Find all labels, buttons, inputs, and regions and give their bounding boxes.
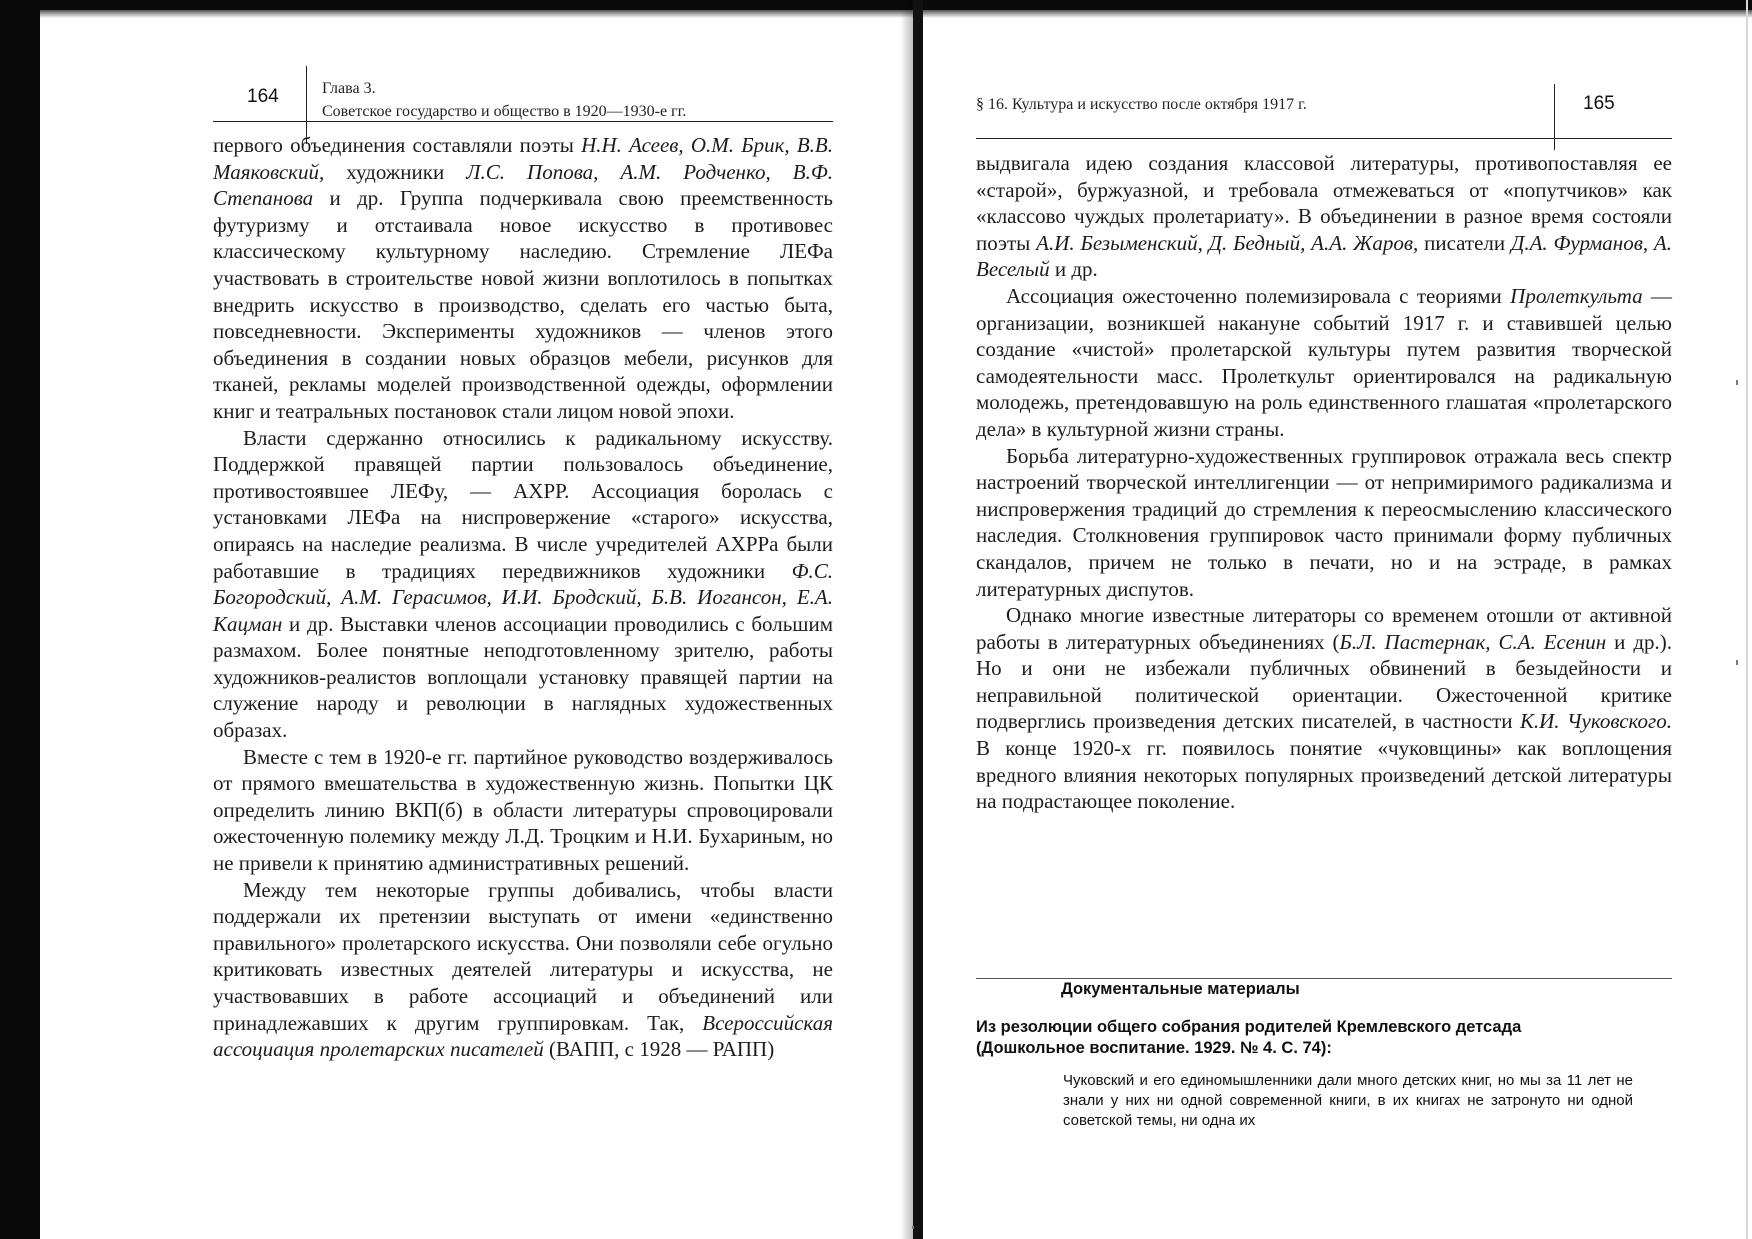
doc-quote: Чуковский и его единомышленники дали много детских книг, но мы за 11 лет не знали у них ни одной современной книги, в их книгах не затронуто ни одной советской темы, ни одна их bbox=[1063, 1072, 1633, 1129]
left-body-text bbox=[213, 132, 833, 1063]
text-span: первого объединения составляли поэты bbox=[213, 133, 582, 157]
text-span: Между тем некоторые группы добивались, чтобы власти поддержали их претензии выступать от имени «единственно правильного» пролетарского искусства. Они позволяли себе огульно критиковать известных деятелей литературы и искусства, не участвовавших в работе ассоциаций и объединений или принадлежавших к другим группировкам. Так, bbox=[213, 877, 833, 1035]
left-paragraph-3 bbox=[213, 744, 833, 877]
text-span: и др.). Но и они не избежали публичных обвинений в безыдейности и неправильной политической ориентации. Ожесточенной критике подверглись произведения детских писателей, в частности bbox=[976, 629, 1672, 734]
running-head-chapter: Глава 3. bbox=[322, 80, 376, 97]
scan-speck bbox=[912, 1226, 914, 1229]
scan-edge-left bbox=[0, 0, 40, 1239]
text-span: художники bbox=[324, 159, 467, 184]
italic-name-span: Всероссийская ассоциация пролетарских писателей bbox=[213, 1010, 833, 1062]
left-paragraph-2 bbox=[213, 425, 833, 744]
scan-edge-right bbox=[1746, 0, 1748, 1239]
italic-name-span: К.И. Чуковского. bbox=[1519, 709, 1672, 734]
right-paragraph-1 bbox=[976, 150, 1672, 283]
left-paragraph-4 bbox=[213, 877, 833, 1063]
italic-name-span: Н.Н. Асеев, О.М. Брик, В.В. Маяковский, bbox=[213, 133, 834, 184]
text-span: Однако многие известные литераторы со временем отошли от активной работы в литературных объединениях ( bbox=[976, 603, 1672, 654]
book-gutter bbox=[913, 0, 923, 1239]
running-head-title: Советское государство и общество в 1920—1930-е гг. bbox=[322, 103, 687, 120]
italic-name-span: А.И. Безыменский, Д. Бедный, А.А. Жаров, bbox=[1036, 230, 1419, 255]
scan-speck bbox=[1736, 380, 1738, 385]
page-number-left: 164 bbox=[247, 86, 279, 107]
scan-speck bbox=[1736, 660, 1738, 665]
text-span: и др. Группа подчеркивала свою преемственность футуризму и отстаивала новое искусство в противовес классическому культурному наследию. Стремление ЛЕФа участвовать в строительстве новой жизни воплотилось в попытках внедрить искусство в производство, сделать его частью быта, повседневности. Эксперименты художников — членов этого объединения в создании новых образцов мебели, рисунков для тканей, рекламы моделей производственной одежды, оформлении книг и театральных постановок стали лицом новой эпохи. bbox=[213, 186, 833, 423]
text-span: Ассоциация ожесточенно полемизировала с теориями bbox=[1006, 283, 1511, 308]
right-paragraph-4 bbox=[976, 602, 1672, 815]
text-span: и др. bbox=[1049, 257, 1098, 282]
text-span: — организации, возникшей накануне событий 1917 г. и ставившей целью создание «чистой» пролетарской культуры путем развития творческой самодеятельности масс. Пролеткульт ориентировался на радикальную молодежь, претендовавшую на роль единственного глашатая «пролетарского дела» в культурной жизни страны. bbox=[976, 283, 1673, 441]
right-page bbox=[923, 0, 1746, 1239]
text-span: (ВАПП, с 1928 — РАПП) bbox=[543, 1037, 775, 1062]
italic-name-span: Ф.С. Богородский, А.М. Герасимов, И.И. Бродский, Б.В. Иогансон, Е.А. Кацман bbox=[213, 558, 833, 636]
doc-section-title: Документальные материалы bbox=[1061, 980, 1300, 998]
text-span: выдвигала идею создания классовой литературы, противопоставляя ее «старой», буржуазной, и требовала отмежеваться от «попутчиков» как «классово чуждых пролетариату». В объединении в разное время состояли поэты bbox=[976, 151, 1672, 255]
left-page bbox=[40, 0, 913, 1239]
italic-name-span: Д.А. Фурманов, А. Веселый bbox=[976, 230, 1672, 282]
header-rule-right bbox=[976, 138, 1672, 139]
header-divider-right bbox=[1554, 84, 1555, 150]
right-paragraph-3 bbox=[976, 443, 1672, 603]
text-span: Борьба литературно-художественных группировок отражала весь спектр настроений творческой интеллигенции — от непримиримого радикализма и ниспровержения традиций до стремления к переосмыслению классического наследия. Столкновения группировок часто принимали форму публичных скандалов, причем не только в печати, но и на эстраде, в рамках литературных диспутов. bbox=[976, 443, 1672, 601]
text-span: Власти сдержанно относились к радикальному искусству. Поддержкой правящей партии пользовалось объединение, противостоявшее ЛЕФу, — АХРР. Ассоциация боролась с установками ЛЕФа на ниспровержение «старого» искусства, опираясь на наследие реализма. В числе учредителей АХРРа были работавшие в традициях передвижников художники bbox=[213, 425, 833, 583]
text-span: и др. Выставки членов ассоциации проводились с большим размахом. Более понятные неподготовленному зрителю, работы художников-реалистов воплощали установку правящей партии на служение народу и революции в наглядных художественных образах. bbox=[213, 611, 833, 743]
text-span: Вместе с тем в 1920-е гг. партийное руководство воздерживалось от прямого вмешательства в художественную жизнь. Попытки ЦК определить линию ВКП(б) в области литературы спровоцировали ожесточенную полемику между Л.Д. Троцким и Н.И. Бухариным, но не привели к принятию административных решений. bbox=[213, 744, 833, 876]
italic-name-span: Б.Л. Пастернак, С.А. Есенин bbox=[1339, 629, 1607, 654]
page-number-right: 165 bbox=[1583, 93, 1615, 114]
italic-name-span: Пролеткульта bbox=[1510, 283, 1643, 308]
text-span: В конце 1920-х гг. появилось понятие «чуковщины» как воплощения вредного влияния некоторых популярных произведений детской литературы на подрастающее поколение. bbox=[976, 736, 1672, 814]
right-body-text bbox=[976, 150, 1672, 815]
left-paragraph-1 bbox=[213, 132, 833, 425]
running-head-section: § 16. Культура и искусство после октября 1917 г. bbox=[976, 96, 1307, 113]
right-paragraph-2 bbox=[976, 283, 1672, 443]
italic-name-span: Л.С. Попова, А.М. Родченко, В.Ф. Степанова bbox=[213, 159, 833, 211]
doc-source-title: Из резолюции общего собрания родителей Кремлевского детсада (Дошкольное воспитание. 1929. № 4. С. 74): bbox=[976, 1018, 1522, 1057]
text-span: писатели bbox=[1418, 230, 1511, 255]
